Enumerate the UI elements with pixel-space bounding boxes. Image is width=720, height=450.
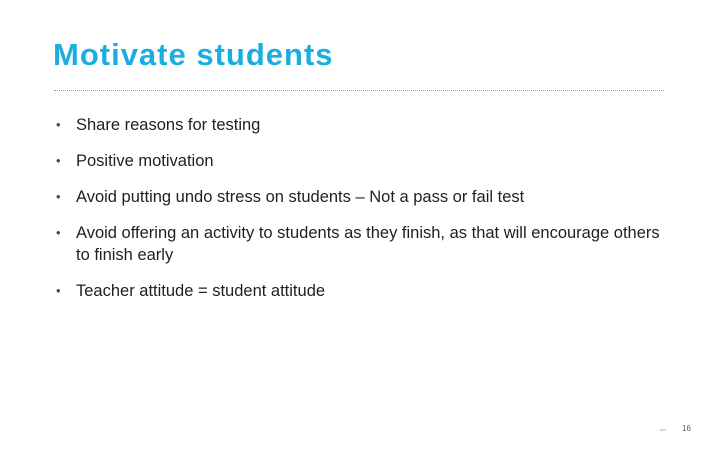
title-divider (54, 90, 664, 91)
bullet-dot-icon: • (56, 189, 61, 204)
bullet-item (54, 114, 674, 136)
bullet-item (54, 186, 674, 208)
page-number: 16 (682, 424, 691, 433)
slide-title: Motivate students (53, 37, 334, 72)
bullet-text: Teacher attitude = student attitude (76, 282, 326, 300)
bullet-dot-icon: • (56, 283, 61, 298)
bullet-dot-icon: • (56, 153, 61, 168)
bullet-item (54, 222, 674, 266)
bullet-item (54, 150, 674, 172)
bullet-text: Share reasons for testing (76, 116, 261, 134)
bullet-dot-icon: • (56, 117, 61, 132)
bullet-text: Positive motivation (76, 152, 214, 170)
bullet-list (54, 114, 674, 316)
bullet-text: Avoid offering an activity to students as they finish, as that will encourage others to finish early (76, 224, 660, 264)
bullet-dot-icon: • (56, 225, 61, 240)
bullet-item (54, 280, 674, 302)
footer-mark: ard (660, 427, 666, 432)
bullet-text: Avoid putting undo stress on students – Not a pass or fail test (76, 188, 525, 206)
